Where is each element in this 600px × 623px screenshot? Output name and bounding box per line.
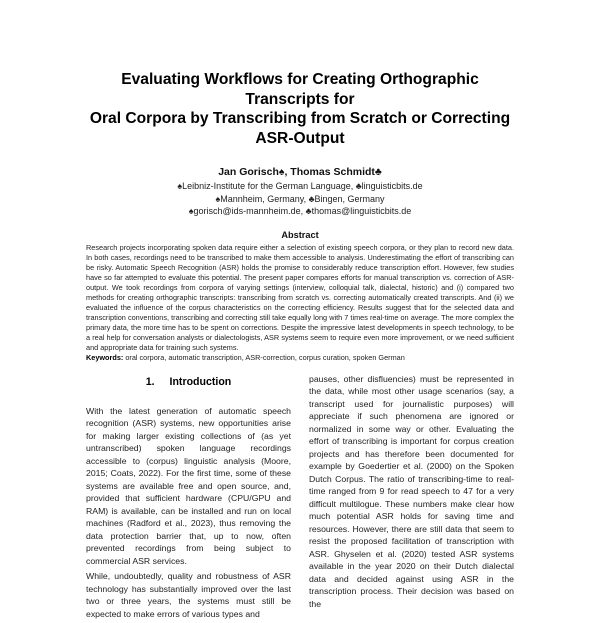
title-line: Oral Corpora by Transcribing from Scratch or Correcting — [89, 110, 511, 127]
section-number: 1. — [145, 375, 155, 388]
keywords-label: Keywords: — [86, 352, 124, 362]
right-column — [309, 373, 514, 623]
keywords — [86, 353, 514, 363]
author-list: Jan Gorisch♠, Thomas Schmidt♣ — [218, 166, 382, 178]
affiliation-line: ♠Mannheim, Germany, ♣Bingen, Germany — [215, 193, 385, 204]
section-title: Introduction — [169, 375, 232, 388]
paragraph: While, undoubtedly, quality and robustness of ASR technology has substantially improved over the last two or three years, the systems must still be expected to make errors of various types and — [86, 571, 291, 619]
title-line: ASR-Output — [255, 129, 345, 147]
abstract-body: Research projects incorporating spoken data require either a selection of existing speech corpora, or they plan to record new data. In both cases, recordings need to be transcribed to make them accessible to analysis. Underestimating the effort of transcribing can be risky. Automatic Speech Recognition (ASR) holds the promise to considerably reduce transcription effort. However, few studies have so far attempted to evaluate this potential. The present paper compares efforts for manual transcription vs. correction of ASR-output. We took recordings from corpora of varying settings (interview, colloquial talk, dialectal, historic) and (i) compared two methods for creating orthographic transcripts: transcribing from scratch vs. correcting automatically created transcripts. And (ii) we evaluated the influence of the corpus characteristics on the correcting efficiency. Results suggest that for the selected data and transcription conventions, transcribing and correcting still take equally long with 7 times real-time on average. The more complex the primary data, the more time has to be spent on corrections. Despite the impressive latest developments in speech technology, to be a real help for conversation analysts or dialectologists, ASR systems seem to require even more improvement, or we need sufficient and appropriate data for training such systems. — [86, 242, 514, 352]
affiliation-line: ♠Leibniz-Institute for the German Language, ♣linguisticbits.de — [177, 181, 423, 191]
keywords-text: oral corpora, automatic transcription, ASR-correction, corpus curation, spoken German — [125, 352, 405, 362]
title-line: Evaluating Workflows for Creating Orthographic Transcripts for — [121, 71, 479, 108]
left-column — [86, 373, 291, 623]
section-heading — [86, 375, 291, 389]
paper-title — [86, 0, 514, 148]
paragraph: pauses, other disfluencies) must be represented in the data, while most other usage scenarios (say, a transcript used for journalistic purposes) will appreciate if such phenomena are ignored or normalized in some way or other. Evaluating the effort of transcribing is important for corpus creation projects and has therefore been documented for example by Goedertier et al. (2000) on the Spoken Dutch Corpus. The ratio of transcribing-time to real-time ranged from 9 for read speech to 47 for a very difficult multilogue. These numbers make clear how much potential ASR holds for saving time and resources. However, there are still data that seem to resist the proposed facilitation of transcription with ASR. Ghyselen et al. (2020) tested ASR systems available in the year 2020 on their Dutch dialectal data and decided against using ASR in the transcription process. Their decision was based on the — [309, 373, 514, 609]
affiliations — [86, 180, 514, 218]
abstract-heading: Abstract — [281, 229, 319, 240]
paragraph: With the latest generation of automatic speech recognition (ASR) systems, new opportunities arise for making larger existing collections of (as yet untranscribed) spoken language recordings accessible to (corpus) linguistic analysis (Moore, 2015; Coats, 2022). For the first time, some of these systems are available free and open source, and, provided that sufficient hardware (CPU/GPU and RAM) is available, can be installed and run on local machines (Radford et al., 2023), thus removing the data protection barrier that, up to now, often prevented recordings from being subject to commercial ASR services. — [86, 405, 291, 566]
affiliation-line: ♠gorisch@ids-mannheim.de, ♣thomas@linguisticbits.de — [188, 206, 412, 217]
two-column-body — [86, 373, 514, 623]
